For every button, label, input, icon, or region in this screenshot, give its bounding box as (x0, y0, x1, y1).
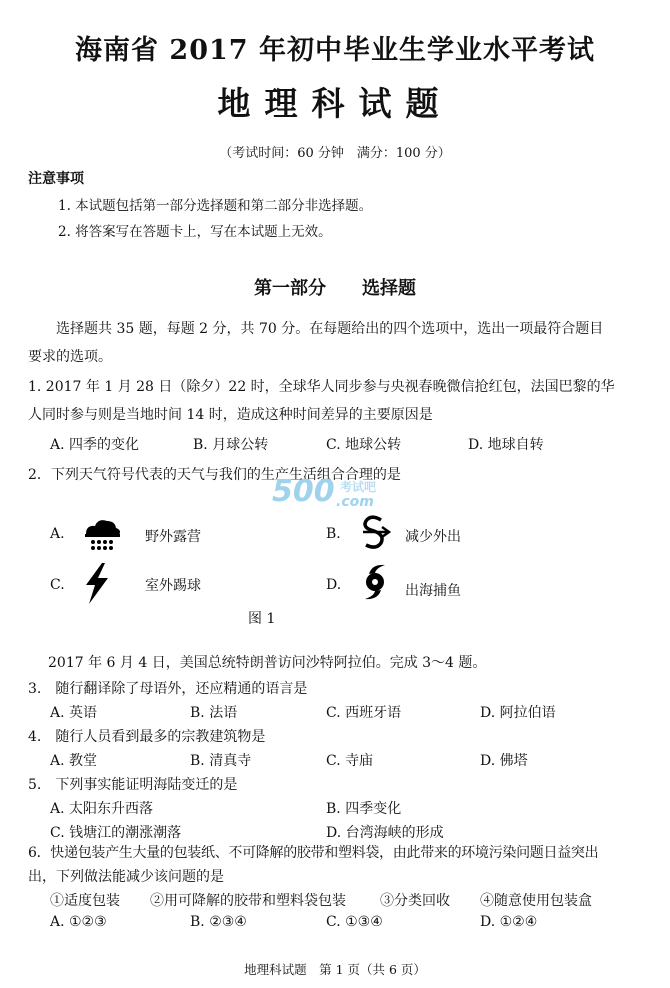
q1-line1: 1. 2017 年 1 月 28 日（除夕）22 时，全球华人同步参与央视春晚微信抢红包，法国巴黎的华 (28, 379, 615, 395)
watermark-number: 500 (272, 474, 335, 509)
lightning-icon (78, 560, 118, 608)
q6-choice-3: ③分类回收 (380, 893, 450, 909)
notes-heading: 注意事项 (28, 171, 84, 187)
time-info: （考试时间：60 分钟 满分：100 分） (219, 146, 451, 161)
q2-option-d-text: 出海捕鱼 (405, 583, 461, 599)
q3-line1: 3. 随行翻译除了母语外，还应精通的语言是 (28, 681, 308, 697)
q6-choice-4: ④随意使用包装盒 (480, 893, 592, 909)
q5-option-c: C. 钱塘江的潮涨潮落 (50, 825, 182, 841)
q4-option-b: B. 清真寺 (190, 753, 252, 769)
q3-option-c: C. 西班牙语 (326, 705, 402, 721)
q6-line1: 6．快递包装产生大量的包装纸、不可降解的胶带和塑料袋，由此带来的环境污染问题日益突出 (28, 845, 599, 861)
rain-cloud-icon (82, 514, 122, 558)
q5-line1: 5. 下列事实能证明海陆变迁的是 (28, 777, 238, 793)
q6-option-d: D. ①②④ (480, 914, 538, 930)
q3-option-a: A. 英语 (50, 705, 98, 721)
watermark-text2: .com (336, 494, 374, 510)
q3-option-d: D. 阿拉伯语 (480, 705, 556, 721)
q6-option-a: A. ①②③ (50, 914, 107, 930)
q2-option-d-letter: D. (326, 577, 342, 593)
q2-option-b-letter: B. (326, 526, 341, 542)
q2-option-b-text: 减少外出 (405, 529, 461, 545)
typhoon-icon (355, 562, 395, 606)
q6-line2: 出，下列做法能减少该问题的是 (28, 869, 224, 885)
part1-intro-line1: 选择题共 35 题，每题 2 分，共 70 分。在每题给出的四个选项中，选出一项最符合题目 (56, 321, 604, 337)
figure-caption: 图 1 (248, 611, 276, 627)
note-item-2: 2. 将答案写在答题卡上，写在本试题上无效。 (58, 224, 332, 240)
q2-option-a-letter: A. (50, 526, 65, 542)
part1-title: 第一部分 选择题 (254, 278, 416, 299)
q5-option-a: A. 太阳东升西落 (50, 801, 154, 817)
q4-option-a: A. 教堂 (50, 753, 98, 769)
q4-line1: 4. 随行人员看到最多的宗教建筑物是 (28, 729, 266, 745)
context-q3-4: 2017 年 6 月 4 日，美国总统特朗普访问沙特阿拉伯。完成 3～4 题。 (48, 655, 487, 671)
page-footer: 地理科试题 第 1 页（共 6 页） (244, 962, 426, 977)
q2-option-c-text: 室外踢球 (145, 578, 201, 594)
q1-option-a: A. 四季的变化 (50, 437, 140, 453)
watermark-text1: 考试吧 (340, 480, 377, 494)
subject-title: 地理科试题 (217, 84, 453, 123)
note-item-1: 1. 本试题包括第一部分选择题和第二部分非选择题。 (58, 198, 373, 214)
q1-line2: 人同时参与则是当地时间 14 时，造成这种时间差异的主要原因是 (28, 407, 433, 423)
q1-option-c: C. 地球公转 (326, 437, 402, 453)
sandstorm-icon (354, 512, 394, 556)
q5-option-b: B. 四季变化 (326, 801, 402, 817)
exam-title: 海南省 2017 年初中毕业生学业水平考试 (75, 35, 595, 66)
q1-option-b: B. 月球公转 (193, 437, 269, 453)
part1-intro-line2: 要求的选项。 (28, 349, 112, 365)
q6-choice-2: ②用可降解的胶带和塑料袋包装 (150, 893, 346, 909)
q6-option-b: B. ②③④ (190, 914, 247, 930)
q4-option-c: C. 寺庙 (326, 753, 374, 769)
q6-choice-1: ①适度包装 (50, 893, 120, 909)
q3-option-b: B. 法语 (190, 705, 238, 721)
q2-line1: 2．下列天气符号代表的天气与我们的生产生活组合合理的是 (28, 467, 401, 483)
q4-option-d: D. 佛塔 (480, 753, 528, 769)
q1-option-d: D. 地球自转 (468, 437, 544, 453)
q6-option-c: C. ①③④ (326, 914, 383, 930)
q2-option-a-text: 野外露营 (145, 529, 201, 545)
q5-option-d: D. 台湾海峡的形成 (326, 825, 444, 841)
q2-option-c-letter: C. (50, 577, 65, 593)
watermark-logo (272, 472, 422, 518)
